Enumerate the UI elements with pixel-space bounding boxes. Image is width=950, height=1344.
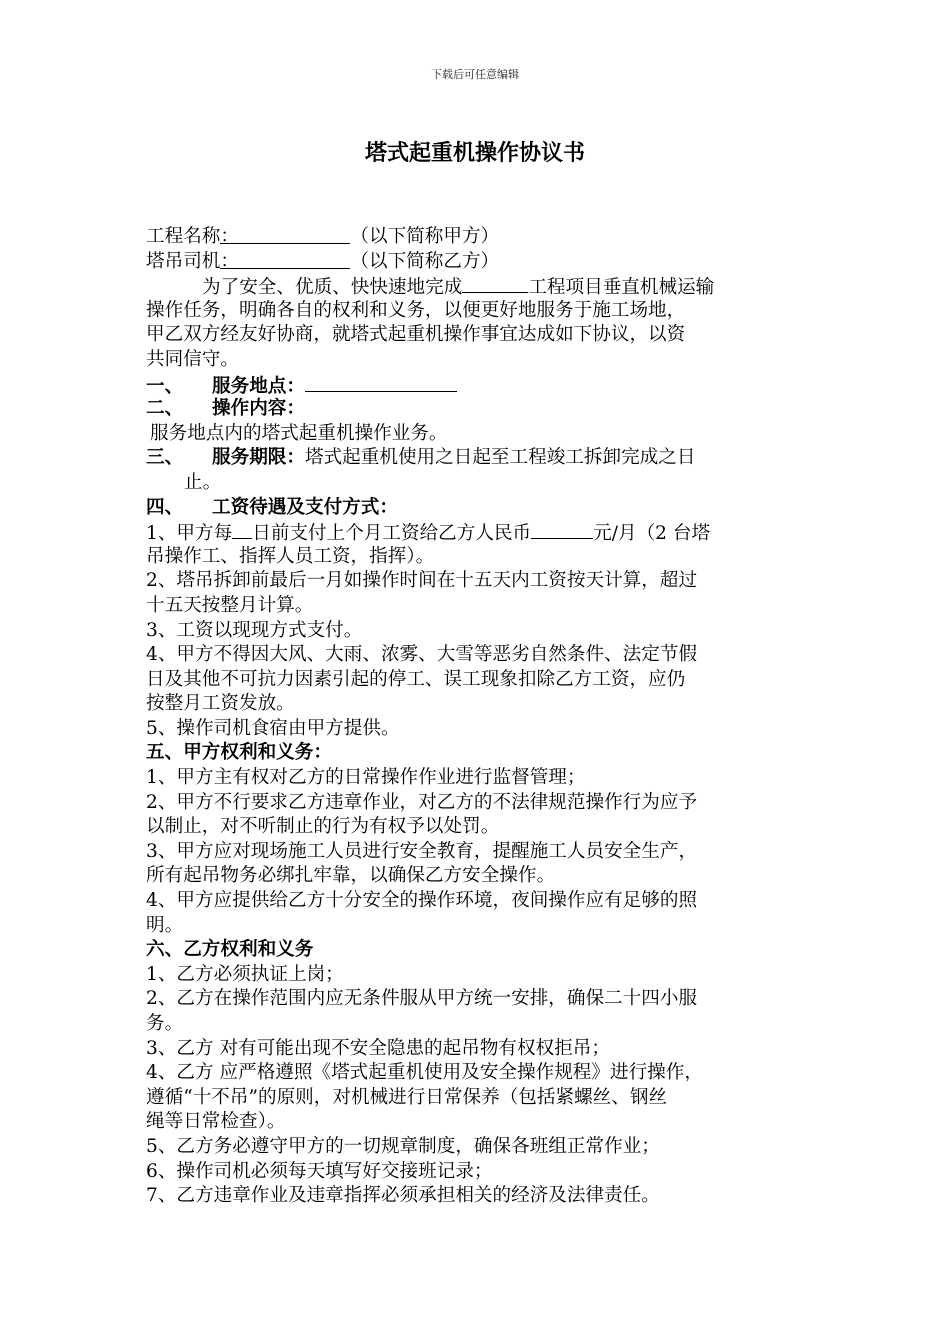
document-title: 塔式起重机操作协议书 [364,140,585,166]
section-1-number: 一、 [146,375,184,397]
section-6-item-2: 2、乙方在操作范围内应无条件服从甲方统一安排，确保二十四小服 [146,988,698,1010]
project-blank [462,274,528,293]
section-6-item-5: 5、乙方务必遵守甲方的一切规章制度，确保各班组正常作业； [146,1135,660,1157]
section-3-body: 塔式起重机使用之日起至工程竣工拆卸完成之日 [304,447,696,469]
section-4-item-5: 5、操作司机食宿由甲方提供。 [146,717,400,739]
section-2-heading [146,397,814,422]
section-1-title: 服务地点： [212,375,305,397]
party-a-suffix: （以下简称甲方） [350,226,500,247]
section-6-item-2-cont: 务。 [146,1013,184,1034]
section-3-body-cont: 止。 [184,471,222,493]
section-4-item-2: 2、塔吊拆卸前最后一月如操作时间在十五天内工资按天计算，超过 [146,570,698,592]
section-5-item-4-cont: 明。 [146,914,184,936]
section-5-heading: 五、甲方权利和义务： [146,742,332,764]
section-4-item-1-cont: 吊操作工、指挥人员工资，指挥）。 [146,545,435,567]
intro-line-3: 甲乙双方经友好协商，就塔式起重机操作事宜达成如下协议，以资 [146,324,686,346]
section-5-item-3-cont: 所有起吊物务必绑扎牢靠，以确保乙方安全操作。 [146,865,556,887]
pay-amount-blank [531,520,593,539]
section-4-item-4-cont-2: 按整月工资发放。 [146,693,295,715]
pay-day-blank [232,520,252,539]
section-6-heading: 六、乙方权利和义务 [146,939,314,961]
section-4-number: 四、 [146,496,184,518]
section-4-item-2-cont: 十五天按整月计算。 [146,594,314,616]
section-6-item-1: 1、乙方必须执证上岗； [146,963,344,985]
party-b-label: 塔吊司机 [146,250,221,272]
item-text: 1、甲方每 [146,523,233,545]
section-3-heading [146,446,814,471]
section-2-number: 二、 [146,398,184,420]
section-2-title: 操作内容： [212,398,305,420]
section-6-item-7: 7、乙方违章作业及违章指挥必须承担相关的经济及法律责任。 [146,1185,660,1207]
party-b-line [146,250,814,275]
section-5-item-2-cont: 以制止，对不听制止的行为有权予以处罚。 [146,816,500,838]
item-text: 元/月（2 台塔 [593,523,711,545]
section-6-item-4: 4、乙方 应严格遵照《塔式起重机使用及安全操作规程》进行操作， [146,1062,703,1084]
party-a-colon: ： [220,226,239,247]
party-b-suffix: （以下简称乙方） [350,250,500,272]
party-b-colon: ： [220,250,239,272]
intro-text-a: 为了安全、优质、快快速地完成 [202,277,463,299]
section-4-title: 工资待遇及支付方式： [212,496,398,518]
section-3-number: 三、 [146,447,184,469]
section-2-body: 服务地点内的塔式起重机操作业务。 [150,422,448,444]
section-4-item-3: 3、工资以现现方式支付。 [146,619,363,641]
section-4-item-1 [146,520,814,545]
service-location-blank [305,373,457,392]
section-1-heading [146,373,814,398]
item-text: 日前支付上个月工资给乙方人民币 [252,523,532,545]
section-3-title: 服务期限： [212,447,305,469]
section-6-item-4-cont-2: 绳等日常检查）。 [146,1111,286,1133]
party-a-label: 工程名称 [146,226,221,247]
section-4-heading [146,496,814,521]
intro-line-4: 共同信守。 [146,348,239,370]
section-5-item-1: 1、甲方主有权对乙方的日常操作作业进行监督管理； [146,767,586,789]
section-6-item-4-cont-1: 遵循“十不吊”的原则，对机械进行日常保养（包括紧螺丝、钢丝 [146,1086,668,1108]
intro-line-2: 操作任务，明确各自的权利和义务，以便更好地服务于施工场地， [146,299,686,321]
section-4-item-4-cont-1: 日及其他不可抗力因素引起的停工、误工现象扣除乙方工资，应仍 [146,668,686,690]
intro-text-b: 工程项目垂直机械运输 [528,277,715,299]
header-note: 下载后可任意编辑 [431,68,519,81]
section-6-item-3: 3、乙方 对有可能出现不安全隐患的起吊物有权权拒吊； [146,1037,610,1059]
section-5-item-3: 3、甲方应对现场施工人员进行安全教育，提醒施工人员安全生产， [146,840,698,862]
document-body [146,225,814,1209]
party-a-line [146,225,814,250]
section-6-item-6: 6、操作司机必须每天填写好交接班记录； [146,1160,493,1182]
section-5-item-4: 4、甲方应提供给乙方十分安全的操作环境，夜间操作应有足够的照 [146,890,698,912]
section-4-item-4: 4、甲方不得因大风、大雨、浓雾、大雪等恶劣自然条件、法定节假 [146,644,698,666]
intro-line-1 [146,274,814,299]
section-5-item-2: 2、甲方不行要求乙方违章作业，对乙方的不法律规范操作行为应予 [146,791,698,813]
party-a-blank [220,225,350,247]
party-b-blank [220,250,350,272]
